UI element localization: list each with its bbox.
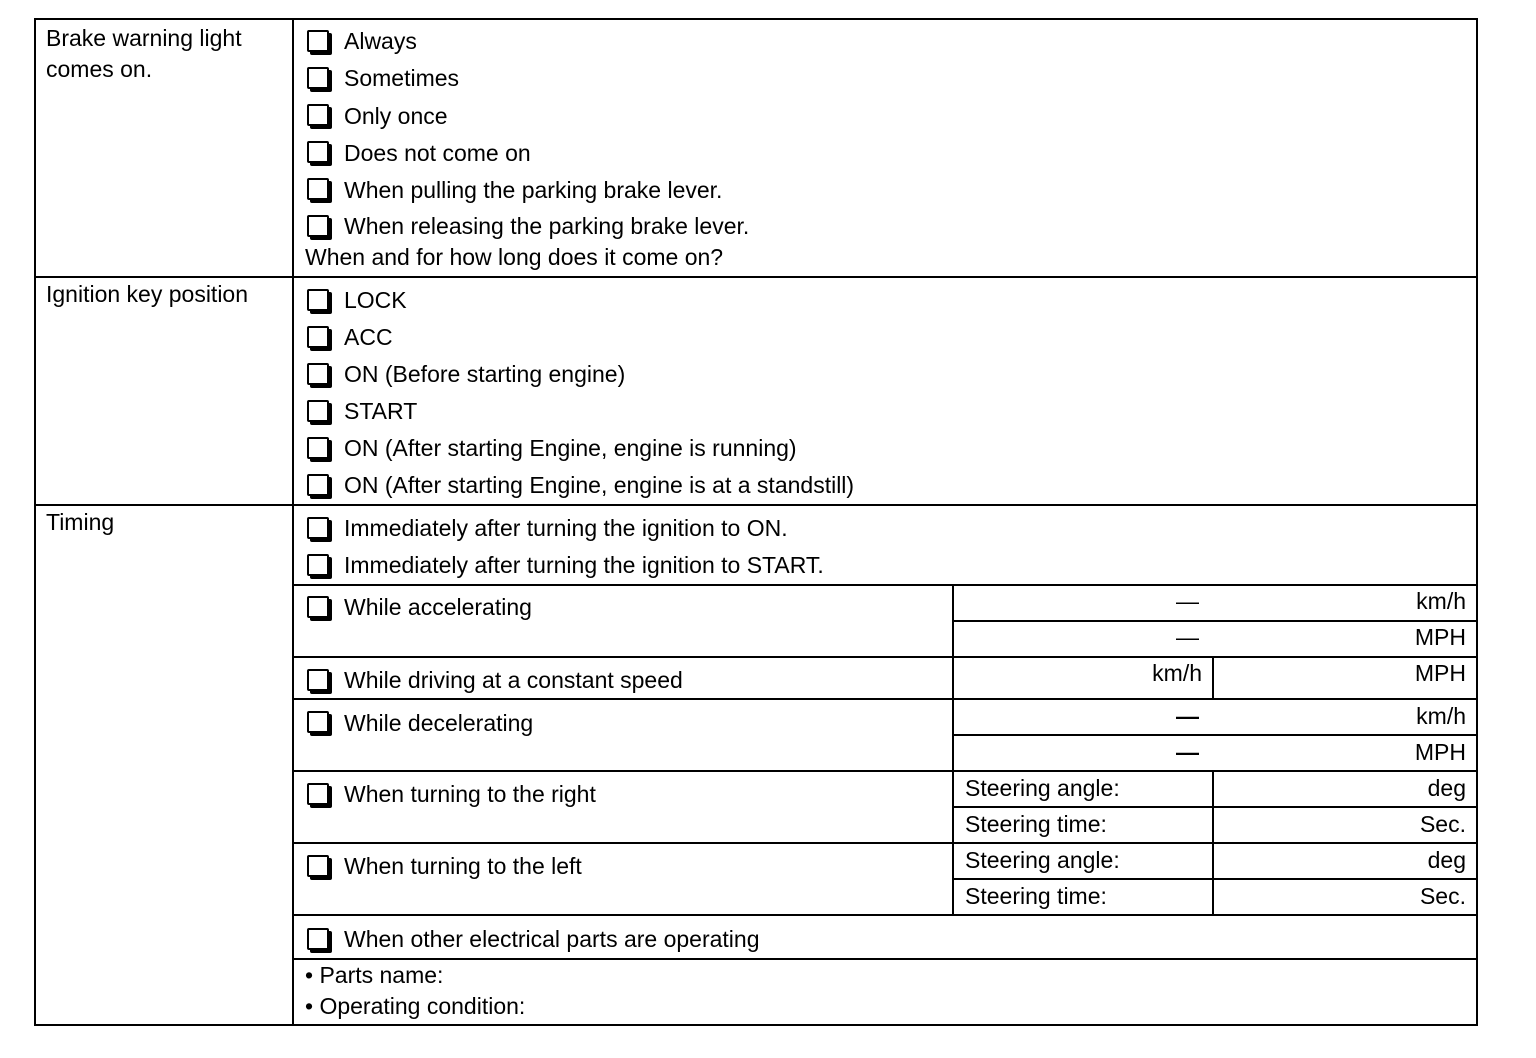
subrow-divider [952, 878, 1478, 880]
option-lock: LOCK [344, 287, 407, 313]
checkbox-while-decelerating[interactable] [307, 711, 329, 733]
subcolumn-divider [1212, 656, 1214, 700]
option-on-before-start: ON (Before starting engine) [344, 361, 626, 387]
left-steering-time-label: Steering time: [965, 883, 1107, 909]
right-steering-angle-unit: deg [1427, 775, 1466, 801]
accel-mph-unit: MPH [1414, 624, 1466, 650]
right-steering-time-label: Steering time: [965, 811, 1107, 837]
checkbox-start[interactable] [307, 400, 329, 422]
option-start: START [344, 398, 418, 424]
option-while-accelerating: While accelerating [344, 594, 532, 620]
option-turning-right: When turning to the right [344, 781, 596, 807]
checkbox-does-not-come-on[interactable] [307, 141, 329, 163]
subrow-divider [292, 842, 1478, 844]
accel-mph-dash: — [1176, 624, 1199, 650]
checkbox-electrical-parts[interactable] [307, 928, 329, 950]
subcolumn-divider [1212, 770, 1214, 916]
decel-mph-dash: — [1176, 739, 1199, 765]
timing-row-label: Timing [46, 509, 115, 535]
subrow-divider [292, 914, 1478, 916]
constant-mph-unit: MPH [1414, 660, 1466, 686]
left-steering-angle-unit: deg [1427, 847, 1466, 873]
option-always: Always [344, 28, 417, 54]
checkbox-turning-right[interactable] [307, 783, 329, 805]
right-steering-time-unit: Sec. [1419, 811, 1466, 837]
checkbox-lock[interactable] [307, 289, 329, 311]
subrow-divider [952, 620, 1478, 622]
option-on-engine-standstill: ON (After starting Engine, engine is at a standstill) [344, 472, 855, 498]
brake-duration-note: When and for how long does it come on? [305, 244, 724, 270]
option-releasing-parking-brake: When releasing the parking brake lever. [344, 213, 750, 239]
subrow-divider [292, 698, 1478, 700]
left-steering-time-unit: Sec. [1419, 883, 1466, 909]
subrow-divider [292, 770, 1478, 772]
option-pulling-parking-brake: When pulling the parking brake lever. [344, 177, 723, 203]
checkbox-turning-left[interactable] [307, 855, 329, 877]
subcolumn-divider [952, 584, 954, 916]
row-divider [34, 276, 1478, 278]
checkbox-acc[interactable] [307, 326, 329, 348]
operating-condition-field[interactable]: • Operating condition: [305, 993, 526, 1019]
checkbox-releasing-parking-brake[interactable] [307, 215, 329, 237]
decel-kmh-dash: — [1176, 703, 1199, 729]
checkbox-on-engine-running[interactable] [307, 437, 329, 459]
brake-row-label: Brake warning light comes on. [46, 25, 242, 82]
checkbox-while-accelerating[interactable] [307, 596, 329, 618]
label-column-divider [292, 18, 294, 1026]
checkbox-after-ignition-on[interactable] [307, 517, 329, 539]
constant-kmh-unit: km/h [1152, 660, 1202, 686]
option-after-ignition-start: Immediately after turning the ignition to START. [344, 552, 824, 578]
subrow-divider [952, 734, 1478, 736]
option-while-decelerating: While decelerating [344, 710, 534, 736]
parts-name-field[interactable]: • Parts name: [305, 962, 444, 988]
checkbox-on-engine-standstill[interactable] [307, 474, 329, 496]
subrow-divider [292, 584, 1478, 586]
option-after-ignition-on: Immediately after turning the ignition to ON. [344, 515, 788, 541]
ignition-row-label: Ignition key position [46, 281, 249, 307]
option-acc: ACC [344, 324, 393, 350]
checkbox-only-once[interactable] [307, 104, 329, 126]
checkbox-always[interactable] [307, 30, 329, 52]
subrow-divider [292, 656, 1478, 658]
subrow-divider [292, 958, 1478, 960]
subrow-divider [952, 806, 1478, 808]
option-constant-speed: While driving at a constant speed [344, 667, 683, 693]
decel-mph-unit: MPH [1414, 739, 1466, 765]
checkbox-after-ignition-start[interactable] [307, 554, 329, 576]
option-electrical-parts: When other electrical parts are operating [344, 926, 760, 952]
option-sometimes: Sometimes [344, 65, 460, 91]
right-steering-angle-label: Steering angle: [965, 775, 1120, 801]
option-on-engine-running: ON (After starting Engine, engine is running) [344, 435, 797, 461]
checkbox-pulling-parking-brake[interactable] [307, 178, 329, 200]
left-steering-angle-label: Steering angle: [965, 847, 1120, 873]
checkbox-sometimes[interactable] [307, 67, 329, 89]
row-divider [34, 504, 1478, 506]
checkbox-on-before-start[interactable] [307, 363, 329, 385]
decel-kmh-unit: km/h [1416, 703, 1466, 729]
checkbox-constant-speed[interactable] [307, 669, 329, 691]
option-only-once: Only once [344, 103, 448, 129]
accel-kmh-dash: — [1176, 588, 1199, 614]
accel-kmh-unit: km/h [1416, 588, 1466, 614]
option-turning-left: When turning to the left [344, 853, 582, 879]
option-does-not-come-on: Does not come on [344, 140, 531, 166]
